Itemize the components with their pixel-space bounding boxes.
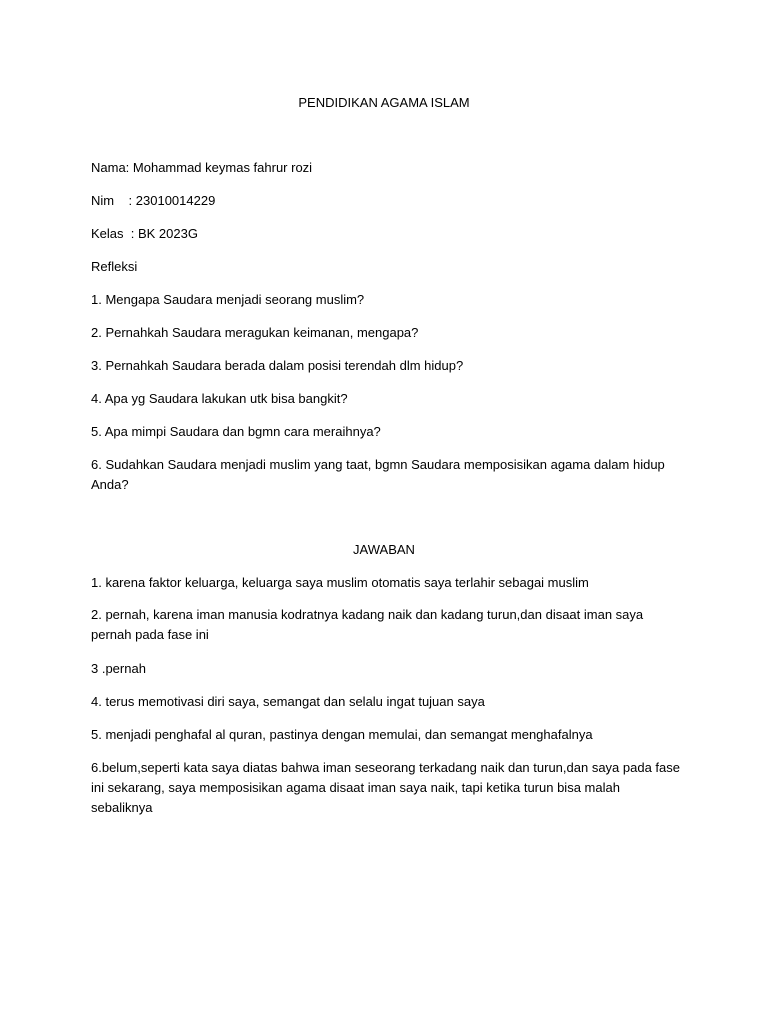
- refleksi-label: Refleksi: [91, 259, 138, 274]
- question-item: 4. Apa yg Saudara lakukan utk bisa bangkit?: [91, 391, 348, 406]
- question-item: 1. Mengapa Saudara menjadi seorang muslim?: [91, 292, 365, 307]
- question-item: 6. Sudahkan Saudara menjadi muslim yang taat, bgmn Saudara memposisikan agama dalam hidup Anda?: [91, 457, 665, 492]
- student-class: Kelas : BK 2023G: [91, 226, 198, 241]
- answer-item: 5. menjadi penghafal al quran, pastinya dengan memulai, dan semangat menghafalnya: [91, 727, 593, 742]
- student-nim: Nim : 23010014229: [91, 193, 216, 208]
- answer-item: 6.belum,seperti kata saya diatas bahwa iman seseorang terkadang naik dan turun,dan saya pada fase ini sekarang, saya memposisikan agama disaat iman saya naik, tapi ketika turun bisa malah sebaliknya: [91, 760, 680, 815]
- answers-title: JAWABAN: [353, 542, 415, 557]
- answer-item: 2. pernah, karena iman manusia kodratnya kadang naik dan kadang turun,dan disaat iman saya pernah pada fase ini: [91, 607, 644, 642]
- student-name: Nama: Mohammad keymas fahrur rozi: [91, 160, 313, 175]
- answer-item: 1. karena faktor keluarga, keluarga saya muslim otomatis saya terlahir sebagai muslim: [91, 575, 589, 590]
- answer-item: 3 .pernah: [91, 661, 146, 676]
- question-item: 5. Apa mimpi Saudara dan bgmn cara meraihnya?: [91, 424, 381, 439]
- question-item: 2. Pernahkah Saudara meragukan keimanan, mengapa?: [91, 325, 419, 340]
- document-title: PENDIDIKAN AGAMA ISLAM: [298, 95, 470, 110]
- answer-item: 4. terus memotivasi diri saya, semangat dan selalu ingat tujuan saya: [91, 694, 485, 709]
- question-item: 3. Pernahkah Saudara berada dalam posisi terendah dlm hidup?: [91, 358, 464, 373]
